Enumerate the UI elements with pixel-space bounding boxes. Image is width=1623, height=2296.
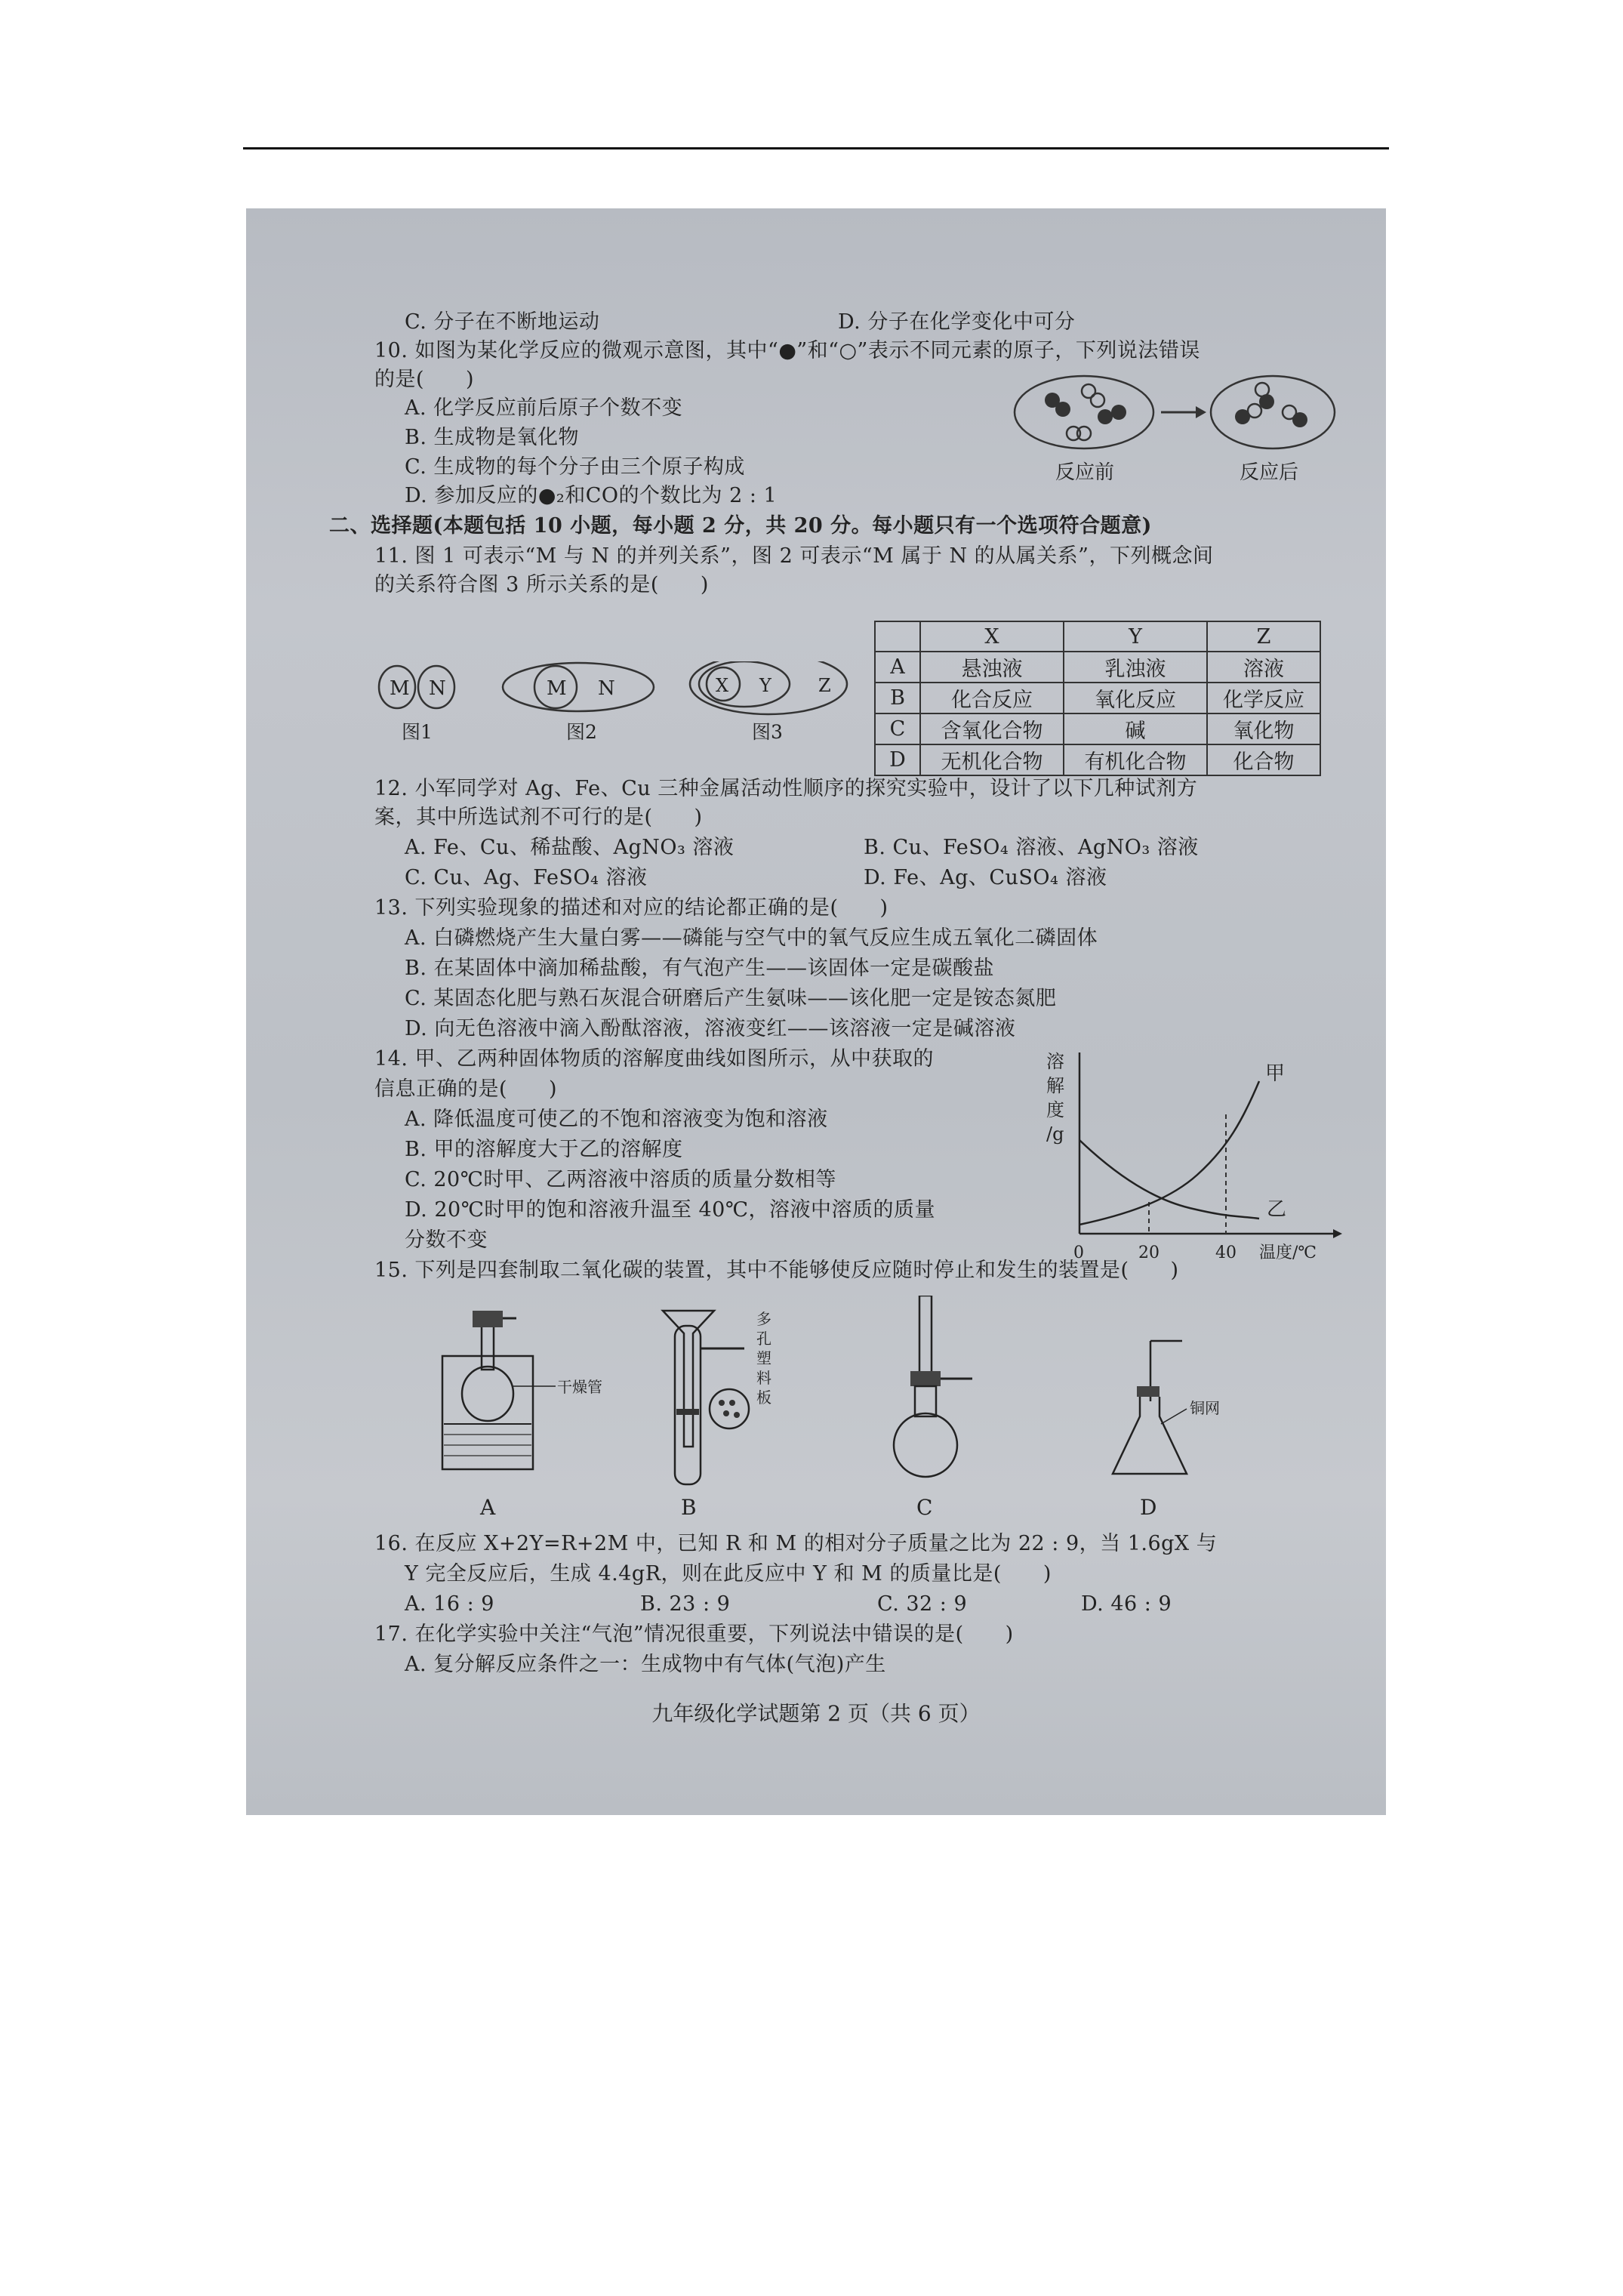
- q14-option-b: B. 甲的溶解度大于乙的溶解度: [405, 1138, 683, 1161]
- q12-option-c: C. Cu、Ag、FeSO₄ 溶液: [405, 866, 648, 889]
- table-row: [875, 744, 1320, 775]
- table-row: [875, 713, 1320, 744]
- q10-option-d: D. 参加反应的●₂和CO的个数比为 2 : 1: [405, 484, 778, 507]
- apparatus-a-beaker: [442, 1356, 533, 1469]
- table-cell: 化合反应: [920, 683, 1064, 713]
- q14-solubility-chart: [1039, 1045, 1356, 1264]
- apparatus-a-tag: 干燥管: [557, 1378, 602, 1396]
- q10-stem-line1: 10. 如图为某化学反应的微观示意图，其中“●”和“○”表示不同元素的原子，下列说法错误: [374, 339, 1200, 362]
- q14-stem-line1: 14. 甲、乙两种固体物质的溶解度曲线如图所示，从中获取的: [374, 1047, 935, 1071]
- apparatus-a-clamp: [473, 1311, 503, 1327]
- apparatus-b-tag-char: 料: [756, 1369, 771, 1387]
- arrow-head-icon: [1196, 406, 1206, 418]
- q14-option-d-line1: D. 20℃时甲的饱和溶液升温至 40℃，溶液中溶质的质量: [405, 1198, 936, 1222]
- table-row: [875, 683, 1320, 713]
- q9-option-d: D. 分子在化学变化中可分: [838, 310, 1076, 334]
- apparatus-b-test-tube: [675, 1326, 701, 1484]
- apparatus-b-porous-plate: [676, 1409, 699, 1415]
- curve-yi: [1079, 1140, 1259, 1219]
- after-ellipse: [1211, 376, 1335, 448]
- table-cell: 乳浊液: [1064, 652, 1207, 683]
- apparatus-a-drying-tube: [462, 1367, 513, 1421]
- q10-stem-line2: 的是( ): [374, 368, 475, 391]
- q10-reaction-diagram: [1009, 373, 1341, 494]
- q16-option-a: A. 16 : 9: [405, 1592, 494, 1616]
- q16-stem-line2: Y 完全反应后，生成 4.4gR，则在此反应中 Y 和 M 的质量比是( ): [405, 1562, 1052, 1586]
- label-before: 反应前: [1055, 461, 1115, 484]
- table-cell: 氧化反应: [1064, 683, 1207, 713]
- q10-option-a: A. 化学反应前后原子个数不变: [405, 396, 683, 420]
- table-cell: 含氧化合物: [920, 713, 1064, 744]
- series-label-yi: 乙: [1267, 1198, 1287, 1221]
- q12-stem-line1: 12. 小军同学对 Ag、Fe、Cu 三种金属活动性顺序的探究实验中，设计了以下几种试剂方: [374, 777, 1198, 800]
- hole-icon: [734, 1412, 740, 1418]
- table-cell: D: [875, 744, 920, 775]
- fig2-letter-m: M: [547, 677, 567, 700]
- table-cell: 碱: [1064, 713, 1207, 744]
- q10-option-b: B. 生成物是氧化物: [405, 426, 580, 449]
- table-header-cell: X: [920, 621, 1064, 652]
- fig2-label: 图2: [566, 721, 597, 743]
- series-label-jia: 甲: [1265, 1062, 1286, 1085]
- table-row: [875, 652, 1320, 683]
- q13-option-a: A. 白磷燃烧产生大量白雾——磷能与空气中的氧气反应生成五氧化二磷固体: [405, 926, 1098, 950]
- apparatus-a-label: A: [480, 1495, 496, 1520]
- table-cell: 化合物: [1207, 744, 1320, 775]
- fig1-label: 图1: [402, 721, 433, 743]
- hole-icon: [723, 1410, 729, 1416]
- black-atom-icon: [1055, 402, 1070, 417]
- y-axis-label-char: 度: [1046, 1099, 1064, 1120]
- q12-option-d: D. Fe、Ag、CuSO₄ 溶液: [864, 866, 1107, 889]
- apparatus-d-label: D: [1140, 1495, 1157, 1520]
- q17-option-a: A. 复分解反应条件之一：生成物中有气体(气泡)产生: [405, 1653, 886, 1676]
- hole-icon: [719, 1400, 725, 1406]
- table-cell: 溶液: [1207, 652, 1320, 683]
- q11-stem-line1: 11. 图 1 可表示“M 与 N 的并列关系”，图 2 可表示“M 属于 N 的从属关系”，下列概念间: [374, 544, 1214, 568]
- fig2-outer-n: [503, 663, 654, 711]
- q14-option-c: C. 20℃时甲、乙两溶液中溶质的质量分数相等: [405, 1168, 836, 1191]
- apparatus-a-tube-neck: [482, 1326, 494, 1370]
- q13-option-b: B. 在某固体中滴加稀盐酸，有气泡产生——该固体一定是碳酸盐: [405, 957, 995, 980]
- x-tick-label: 40: [1215, 1244, 1236, 1262]
- y-axis-label-char: /g: [1046, 1123, 1064, 1145]
- q13-option-d: D. 向无色溶液中滴入酚酞溶液，溶液变红——该溶液一定是碱溶液: [405, 1017, 1016, 1040]
- black-atom-icon: [1098, 409, 1113, 424]
- table-cell: 氧化物: [1207, 713, 1320, 744]
- black-atom-icon: [1292, 412, 1307, 427]
- apparatus-b-tag-char: 孔: [756, 1330, 771, 1348]
- exam-page-photo: [246, 208, 1386, 1815]
- x-tick-label: 0: [1073, 1244, 1084, 1262]
- apparatus-b-tag-char: 塑: [756, 1349, 771, 1367]
- q13-stem: 13. 下列实验现象的描述和对应的结论都正确的是( ): [374, 896, 888, 920]
- apparatus-c-funnel-tube: [919, 1296, 932, 1379]
- table-cell: 有机化合物: [1064, 744, 1207, 775]
- fig3-middle-y: [699, 661, 790, 707]
- fig2-letter-n: N: [598, 677, 615, 700]
- table-header-cell: Y: [1064, 621, 1207, 652]
- q16-option-b: B. 23 : 9: [640, 1592, 731, 1616]
- apparatus-c-stopper: [910, 1371, 941, 1386]
- section-2-heading: 二、选择题(本题包括 10 小题，每小题 2 分，共 20 分。每小题只有一个选项符合题意): [329, 514, 1152, 538]
- q12-option-a: A. Fe、Cu、稀盐酸、AgNO₃ 溶液: [405, 836, 735, 859]
- q14-option-d-line2: 分数不变: [405, 1228, 488, 1252]
- apparatus-c-flask: [894, 1413, 957, 1477]
- apparatus-d-stopper: [1137, 1386, 1160, 1397]
- apparatus-b-tag-char: 多: [756, 1310, 771, 1328]
- fig3-letter-x: X: [716, 675, 729, 696]
- q14-option-a: A. 降低温度可使乙的不饱和溶液变为饱和溶液: [405, 1108, 828, 1131]
- table-cell: 无机化合物: [920, 744, 1064, 775]
- q16-option-d: D. 46 : 9: [1081, 1592, 1172, 1616]
- q11-venn-diagrams: [374, 661, 858, 752]
- q12-option-b: B. Cu、FeSO₄ 溶液、AgNO₃ 溶液: [864, 836, 1199, 859]
- y-axis-label-char: 溶: [1046, 1051, 1064, 1072]
- table-header-cell: Z: [1207, 621, 1320, 652]
- black-atom-icon: [1259, 394, 1274, 409]
- q16-option-c: C. 32 : 9: [877, 1592, 968, 1616]
- black-atom-icon: [1111, 405, 1126, 420]
- page-footer: 九年级化学试题第 2 页（共 6 页）: [651, 1701, 981, 1726]
- apparatus-c-label: C: [916, 1495, 933, 1520]
- x-axis-label: 温度/℃: [1259, 1244, 1317, 1262]
- q9-option-c: C. 分子在不断地运动: [405, 310, 600, 334]
- q13-option-c: C. 某固态化肥与熟石灰混合研磨后产生氨味——该化肥一定是铵态氮肥: [405, 987, 1057, 1010]
- q17-stem: 17. 在化学实验中关注“气泡”情况很重要，下列说法中错误的是( ): [374, 1623, 1014, 1646]
- table-cell: C: [875, 713, 920, 744]
- fig1-letter-m: M: [390, 677, 410, 700]
- table-cell: B: [875, 683, 920, 713]
- apparatus-d-tag: 铜网: [1190, 1399, 1220, 1417]
- table-cell: A: [875, 652, 920, 683]
- table-header-row: [875, 621, 1320, 652]
- fig1-letter-n: N: [429, 677, 446, 700]
- y-axis-label-char: 解: [1046, 1075, 1064, 1096]
- apparatus-b-label: B: [681, 1495, 697, 1520]
- hole-icon: [729, 1400, 735, 1406]
- q12-stem-line2: 案，其中所选试剂不可行的是( ): [374, 806, 703, 829]
- header-rule: [243, 147, 1389, 149]
- white-atom-icon: [1077, 427, 1091, 440]
- curve-jia: [1079, 1081, 1259, 1225]
- apparatus-c-neck: [915, 1386, 936, 1416]
- q14-stem-line2: 信息正确的是( ): [374, 1077, 558, 1101]
- white-atom-icon: [1248, 404, 1261, 418]
- apparatus-b-funnel: [663, 1311, 714, 1447]
- q10-option-c: C. 生成物的每个分子由三个原子构成: [405, 455, 745, 479]
- table-cell: 化学反应: [1207, 683, 1320, 713]
- apparatus-b-tag-char: 板: [756, 1388, 771, 1407]
- label-after: 反应后: [1240, 461, 1299, 484]
- fig3-label: 图3: [752, 721, 783, 743]
- q11-stem-line2: 的关系符合图 3 所示关系的是( ): [374, 573, 709, 596]
- white-atom-icon: [1091, 393, 1104, 407]
- x-axis-arrow-icon: [1333, 1229, 1342, 1238]
- q15-stem: 15. 下列是四套制取二氧化碳的装置，其中不能够使反应随时停止和发生的装置是( ): [374, 1259, 1179, 1282]
- apparatus-d-pointer: [1161, 1409, 1187, 1424]
- table-header-cell: [875, 621, 920, 652]
- fig3-letter-y: Y: [759, 675, 771, 696]
- fig3-letter-z: Z: [818, 675, 831, 696]
- q11-concept-table: [874, 621, 1321, 776]
- apparatus-d-conical-flask: [1113, 1397, 1187, 1474]
- table-cell: 悬浊液: [920, 652, 1064, 683]
- x-tick-label: 20: [1138, 1244, 1160, 1262]
- q16-stem-line1: 16. 在反应 X+2Y=R+2M 中，已知 R 和 M 的相对分子质量之比为 22 : 9，当 1.6gX 与: [374, 1532, 1218, 1555]
- q15-apparatus-figures: [427, 1296, 1273, 1522]
- apparatus-b-plate-detail: [710, 1389, 749, 1428]
